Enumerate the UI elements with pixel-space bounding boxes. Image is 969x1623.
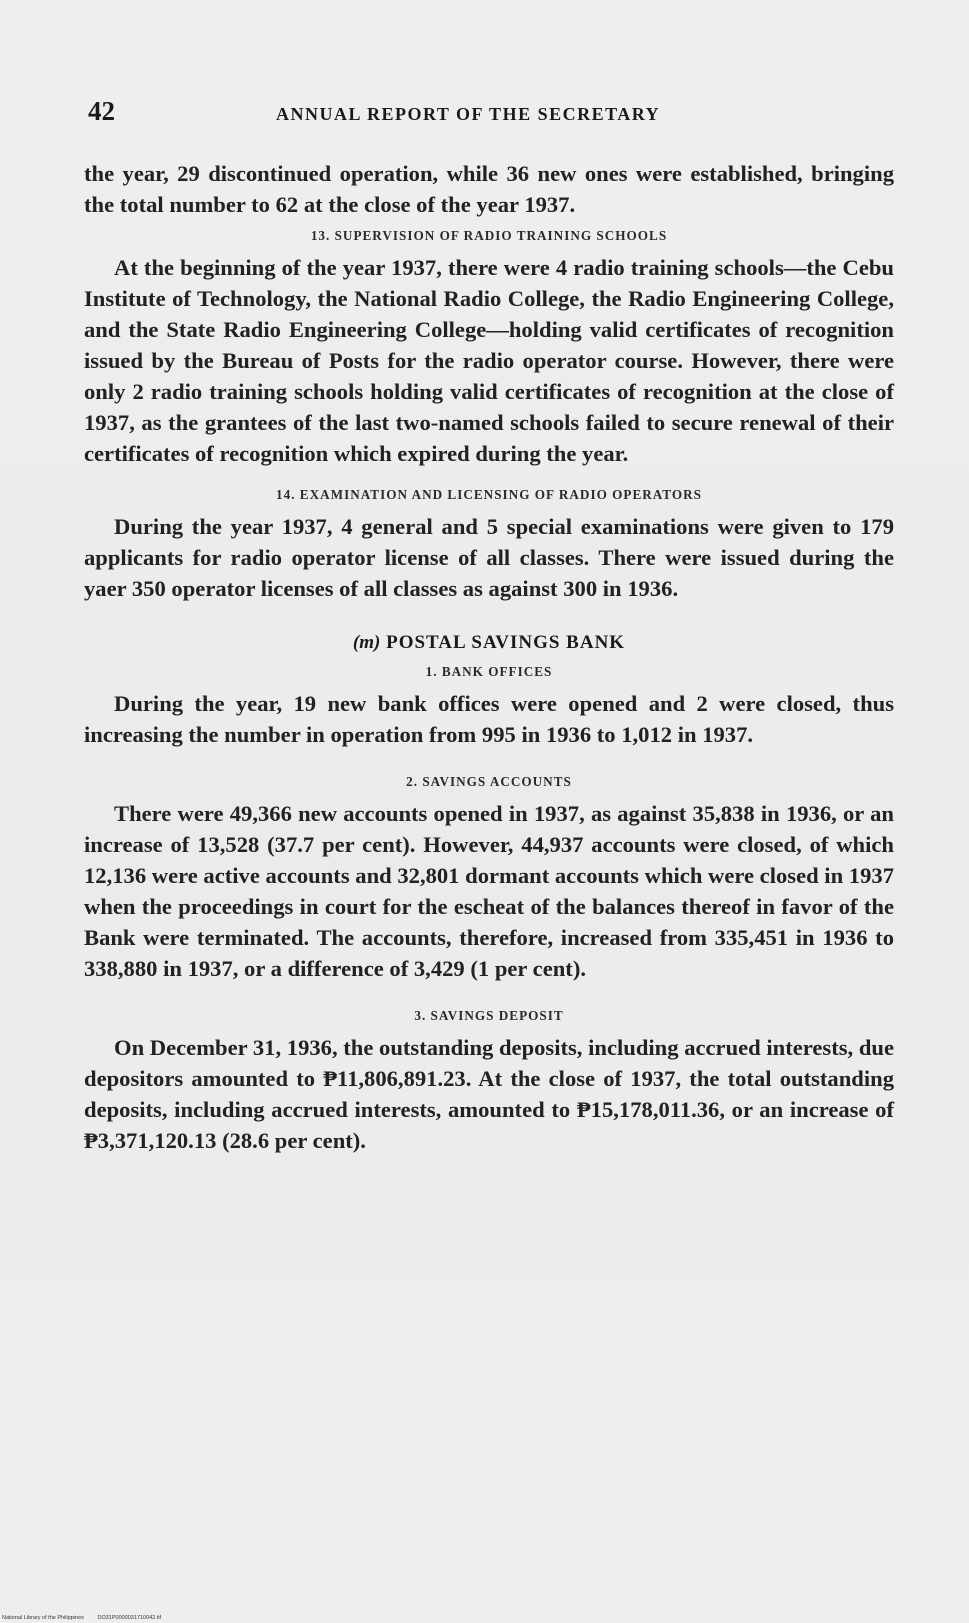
page-number: 42: [88, 96, 115, 126]
page-header: [88, 96, 888, 136]
savings-accounts-paragraph: There were 49,366 new accounts opened in 1937, as against 35,838 in 1936, or an increase of 13,528 (37.7 per cent). However, 44,937 accounts were closed, of which 12,136 were active accounts and 32,801 dormant accounts which were closed in 1937 when the proceedings in court for the escheat of the balances thereof in favor of the Bank were terminated. The accounts, therefore, increased from 335,451 in 1936 to 338,880 in 1937, or a difference of 3,429 (1 per cent).: [84, 801, 894, 981]
savings-deposit-paragraph: On December 31, 1936, the outstanding deposits, including accrued interests, due depositors amounted to ₱11,806,891.23. At the close of 1937, the total outstanding deposits, including accrued interests, amounted to ₱15,178,011.36, or an increase of ₱3,371,120.13 (28.6 per cent).: [84, 1035, 894, 1153]
file-id: DO31P0000031710042.tif: [97, 1615, 162, 1621]
savings-deposit-heading: 3. SAVINGS DEPOSIT: [414, 1008, 564, 1023]
bank-offices-heading: 1. BANK OFFICES: [425, 664, 553, 679]
intro-paragraph: the year, 29 discontinued operation, while 36 new ones were established, bringing the total number to 62 at the close of the year 1937.: [84, 161, 894, 217]
section-13-paragraph: At the beginning of the year 1937, there were 4 radio training schools—the Cebu Institute of Technology, the National Radio College, the Radio Engineering College, and the State Radio Engineering College—holding valid certificates of recognition issued by the Bureau of Posts for the radio operator course. However, there were only 2 radio training schools holding valid certificates of recognition at the close of 1937, as the grantees of the last two-named schools failed to secure renewal of their certificates of recognition which expired during the year.: [84, 255, 894, 466]
postal-savings-bank-heading: [84, 632, 894, 654]
running-head: ANNUAL REPORT OF THE SECRETARY: [276, 104, 661, 124]
section-13-heading: 13. SUPERVISION OF RADIO TRAINING SCHOOLS: [310, 228, 668, 243]
library-credit: National Library of the Philippines: [2, 1615, 84, 1621]
page-content: [84, 158, 894, 1156]
savings-accounts-heading: 2. SAVINGS ACCOUNTS: [406, 774, 572, 789]
section-title: POSTAL SAVINGS BANK: [386, 632, 626, 653]
scan-footer: [2, 1615, 173, 1621]
section-14-heading: 14. EXAMINATION AND LICENSING OF RADIO OPERATORS: [276, 487, 702, 502]
section-letter: (m): [352, 632, 381, 653]
section-14-paragraph: During the year 1937, 4 general and 5 special examinations were given to 179 applicants for radio operator license of all classes. There were issued during the yaer 350 operator licenses of all classes as against 300 in 1936.: [84, 514, 894, 601]
bank-offices-paragraph: During the year, 19 new bank offices were opened and 2 were closed, thus increasing the number in operation from 995 in 1936 to 1,012 in 1937.: [84, 691, 894, 747]
